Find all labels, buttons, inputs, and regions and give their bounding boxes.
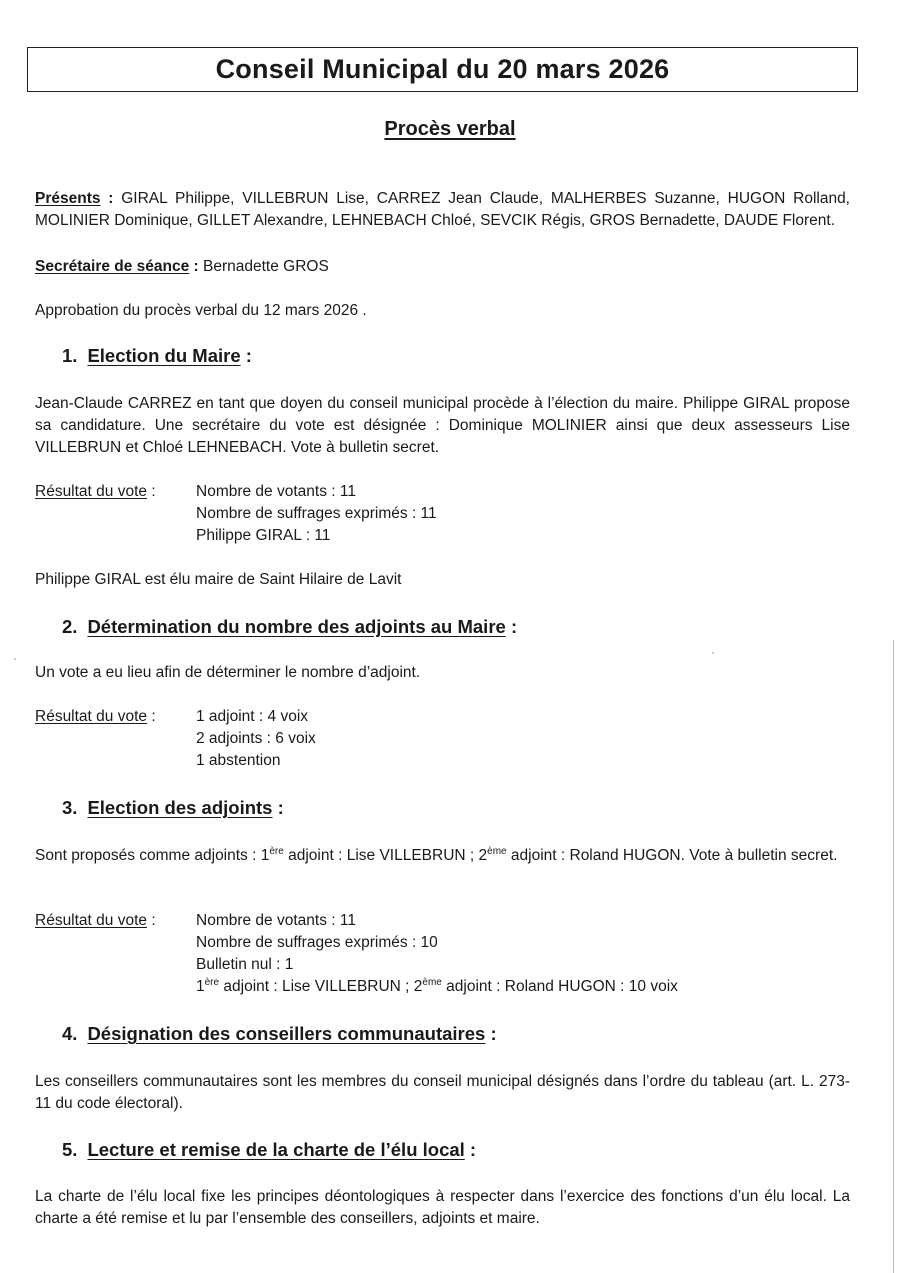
last-b: adjoint : Lise VILLEBRUN ; 2 [219, 978, 423, 995]
section-1-colon: : [240, 345, 252, 366]
presents-colon: : [100, 190, 114, 207]
section-5-title: Lecture et remise de la charte de l’élu local [87, 1139, 465, 1160]
section-1-conclusion: Philippe GIRAL est élu maire de Saint Hilaire de Lavit [35, 571, 402, 588]
section-3-colon: : [272, 797, 284, 818]
section-2-vote-lines [196, 706, 316, 772]
section-4-title: Désignation des conseillers communautaires [87, 1023, 486, 1044]
presents-paragraph [35, 188, 850, 232]
section-1-title: Election du Maire [87, 345, 241, 366]
scan-edge-line [893, 640, 894, 1273]
section-3-vote-label-wrap [35, 910, 156, 932]
section-3-title: Election des adjoints [87, 797, 273, 818]
vote-line: Bulletin nul : 1 [196, 956, 294, 973]
section-2-vote-colon: : [147, 708, 156, 725]
scan-speck [14, 658, 16, 660]
secretaire-label: Secrétaire de séance [35, 258, 190, 275]
section-2-vote-label: Résultat du vote [35, 708, 148, 725]
section-4-colon: : [485, 1023, 497, 1044]
presents-label: Présents [35, 190, 101, 207]
section-4-heading [62, 1023, 497, 1045]
title-box [27, 47, 858, 92]
section-3-vote-colon: : [147, 912, 156, 929]
section-3-vote-lines [196, 910, 678, 998]
section-2-paragraph: Un vote a eu lieu afin de déterminer le nombre d’adjoint. [35, 664, 421, 681]
vote-line: Nombre de votants : 11 [196, 483, 356, 500]
document-subtitle: Procès verbal [384, 118, 516, 140]
section-3-para-a: Sont proposés comme adjoints : 1 [35, 847, 270, 864]
vote-line: Nombre de votants : 11 [196, 912, 356, 929]
section-2-vote-label-wrap [35, 706, 156, 728]
vote-line: Nombre de suffrages exprimés : 11 [196, 505, 437, 522]
secretaire-text: Bernadette GROS [198, 258, 329, 275]
section-3-paragraph [35, 845, 850, 867]
secretaire-paragraph [35, 256, 850, 278]
last-c: adjoint : Roland HUGON : 10 voix [441, 978, 678, 995]
section-5-paragraph: La charte de l’élu local fixe les principes déontologiques à respecter dans l’exercice des fonctions d’un élu local. La charte a été remise et lu par l’ensemble des conseillers, adjoints et maire. [35, 1188, 850, 1227]
section-1-number: 1. [62, 345, 78, 366]
section-1-paragraph: Jean-Claude CARREZ en tant que doyen du conseil municipal procède à l’élection du maire. Philippe GIRAL propose sa candidature. Une secrétaire du vote est désignée : Dominique MOLINIER ainsi que deux assesseurs Lise VILLEBRUN et Chloé LEHNEBACH. Vote à bulletin secret. [35, 395, 850, 456]
section-5-number: 5. [62, 1139, 78, 1160]
section-3-sup-1: ère [269, 846, 284, 857]
vote-line: Nombre de suffrages exprimés : 10 [196, 934, 438, 951]
section-4-number: 4. [62, 1023, 78, 1044]
section-1-vote-lines [196, 481, 437, 547]
section-4-paragraph: Les conseillers communautaires sont les membres du conseil municipal désignés dans l’ordre du tableau (art. L. 273-11 du code électoral). [35, 1073, 850, 1112]
section-1-vote-label: Résultat du vote [35, 483, 148, 500]
section-3-heading [62, 797, 284, 819]
vote-line: 1 adjoint : 4 voix [196, 708, 309, 725]
section-3-para-b: adjoint : Lise VILLEBRUN ; 2 [283, 847, 488, 864]
scan-speck [712, 652, 714, 654]
section-1-vote-colon: : [147, 483, 156, 500]
document-title: Conseil Municipal du 20 mars 2026 [215, 54, 670, 84]
vote-line: 2 adjoints : 6 voix [196, 730, 316, 747]
section-5-colon: : [464, 1139, 477, 1160]
section-3-number: 3. [62, 797, 78, 818]
approbation-paragraph: Approbation du procès verbal du 12 mars 2026 . [35, 302, 367, 319]
last-sup-2: ème [422, 977, 442, 988]
vote-line: Philippe GIRAL : 11 [196, 527, 331, 544]
section-3-para-c: adjoint : Roland HUGON. Vote à bulletin secret. [506, 847, 838, 864]
vote-line: 1 abstention [196, 752, 281, 769]
last-sup-1: ère [204, 977, 220, 988]
section-3-vote-label: Résultat du vote [35, 912, 148, 929]
vote-line [196, 976, 678, 998]
section-2-title: Détermination du nombre des adjoints au Maire [87, 616, 506, 637]
section-2-heading [62, 616, 517, 638]
secretaire-colon: : [189, 258, 199, 275]
section-3-sup-2: ème [487, 846, 507, 857]
section-2-number: 2. [62, 616, 78, 637]
last-a: 1 [196, 978, 205, 995]
section-5-heading [62, 1139, 476, 1161]
section-1-heading [62, 345, 252, 367]
section-1-vote-label-wrap [35, 481, 156, 503]
section-2-colon: : [505, 616, 518, 637]
presents-text: GIRAL Philippe, VILLEBRUN Lise, CARREZ Jean Claude, MALHERBES Suzanne, HUGON Rolland, MOLINIER Dominique, GILLET Alexandre, LEHNEBACH Chloé, SEVCIK Régis, GROS Bernadette, DAUDE Florent. [35, 190, 850, 229]
